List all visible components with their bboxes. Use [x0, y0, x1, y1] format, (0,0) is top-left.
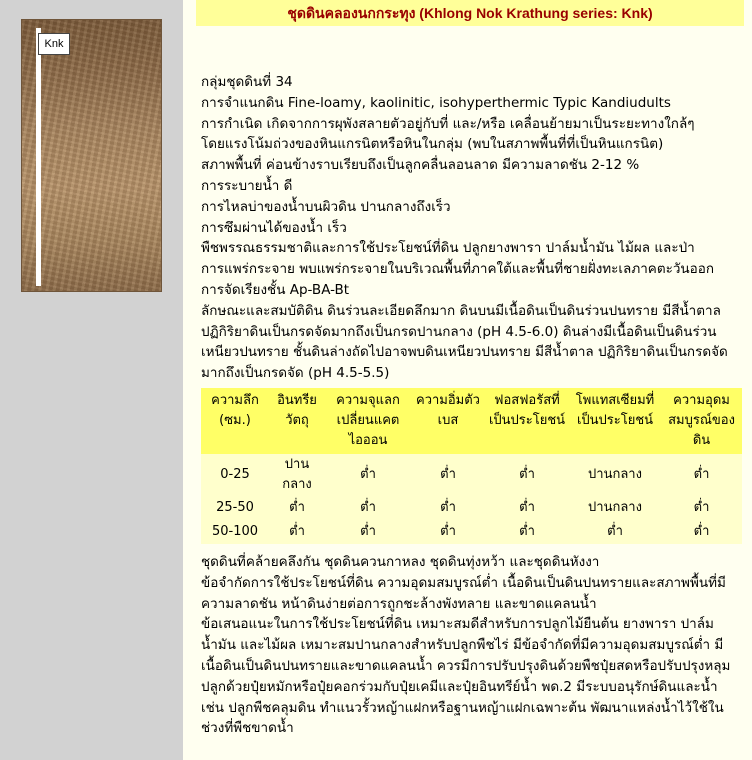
table-cell: ต่ำ	[411, 496, 485, 520]
table-cell: ต่ำ	[661, 520, 742, 544]
table-cell: ต่ำ	[411, 454, 485, 496]
horizon-line: การจัดเรียงชั้น Ap-BA-Bt	[201, 281, 350, 298]
soil-group-line: กลุ่มชุดดินที่ 34	[201, 74, 293, 90]
table-cell: ต่ำ	[485, 454, 569, 496]
header-phosphorus: ฟอสฟอรัสที่เป็นประโยชน์	[485, 388, 569, 454]
table-cell: 25-50	[201, 496, 269, 520]
topography-line: สภาพพื้นที่ ค่อนข้างราบเรียบถึงเป็นลูกคลื่นลอนลาด มีความลาดชัน 2-12 %	[201, 157, 640, 174]
header-cec: ความจุแลกเปลี่ยนแคตไอออน	[325, 388, 411, 454]
table-cell: ต่ำ	[325, 520, 411, 544]
table-cell: ต่ำ	[661, 496, 742, 520]
runoff-line: การไหลบ่าของน้ำบนผิวดิน ปานกลางถึงเร็ว	[201, 198, 451, 215]
table-cell: ต่ำ	[269, 496, 325, 520]
table-cell: 50-100	[201, 520, 269, 544]
fertility-table	[201, 388, 742, 544]
table-cell: ปานกลาง	[269, 454, 325, 496]
header-base-saturation: ความอิ่มตัวเบส	[411, 388, 485, 454]
table-cell: ต่ำ	[269, 520, 325, 544]
distribution-line: การแพร่กระจาย พบแพร่กระจายในบริเวณพื้นที่ภาคใต้และพื้นที่ชายฝั่งทะเลภาคตะวันออก	[201, 261, 715, 278]
table-cell: ต่ำ	[485, 496, 569, 520]
table-cell: ปานกลาง	[569, 454, 661, 496]
drainage-line: การระบายน้ำ ดี	[201, 177, 293, 194]
table-row	[201, 496, 742, 520]
classification-line: การจำแนกดิน Fine-loamy, kaolinitic, isohyperthermic Typic Kandiudults	[201, 94, 671, 111]
characteristics-paragraph: ลักษณะและสมบัติดิน ดินร่วนละเอียดลึกมาก ดินบนมีเนื้อดินเป็นดินร่วนปนทราย มีสีน้ำตาล ปฏิกิริยาดินเป็นกรดจัดมากถึงเป็นกรดปานกลาง (pH 4.5-6.0) ดินล่างมีเนื้อดินเป็นดินร่วนเหนียวปนทราย ชั้นดินล่างถัดไปอาจพบดินเหนียวปนทราย มีสีน้ำตาล ปฏิกิริยาดินเป็นกรดจัดมากถึงเป็นกรดจัด (pH 4.5-5.5)	[201, 302, 728, 382]
soil-description	[201, 72, 744, 739]
table-row	[201, 520, 742, 544]
vegetation-line: พืชพรรณธรรมชาติและการใช้ประโยชน์ที่ดิน ปลูกยางพารา ปาล์มน้ำมัน ไม้ผล และป่า	[201, 240, 695, 257]
left-sidebar	[0, 0, 183, 760]
measuring-tape	[36, 28, 41, 286]
table-cell: ต่ำ	[569, 520, 661, 544]
table-row	[201, 454, 742, 496]
permeability-line: การซึมผ่านได้ของน้ำ เร็ว	[201, 219, 347, 236]
table-cell: ต่ำ	[485, 520, 569, 544]
limitations-paragraph: ข้อจำกัดการใช้ประโยชน์ที่ดิน ความอุดมสมบูรณ์ต่ำ เนื้อดินเป็นดินปนทรายและสภาพพื้นที่มีความลาดชัน หน้าดินง่ายต่อการถูกชะล้างพังทลาย และขาดแคลนน้ำ	[201, 574, 726, 612]
table-cell: ต่ำ	[325, 454, 411, 496]
header-organic-matter: อินทรียวัตถุ	[269, 388, 325, 454]
page-title: ชุดดินคลองนกกระทุง (Khlong Nok Krathung series: Knk)	[196, 0, 744, 26]
table-cell: ต่ำ	[411, 520, 485, 544]
header-depth: ความลึก (ซม.)	[201, 388, 269, 454]
origin-line-2: โดยแรงโน้มถ่วงของหินแกรนิตหรือหินในกลุ่ม (พบในสภาพพื้นที่ที่เป็นหินแกรนิต)	[201, 136, 664, 153]
recommendations-paragraph: ข้อเสนอแนะในการใช้ประโยชน์ที่ดิน เหมาะสมดีสำหรับการปลูกไม้ยืนต้น ยางพารา ปาล์มน้ำมัน และไม้ผล เหมาะสมปานกลางสำหรับปลูกพืชไร่ มีข้อจำกัดที่มีความอุดมสมบูรณ์ต่ำ มีเนื้อดินเป็นดินปนทรายและขาดแคลนน้ำ ควรมีการปรับปรุงดินด้วยพืชปุ๋ยสดหรือปรับปรุงหลุมปลูกด้วยปุ๋ยหมักหรือปุ๋ยคอกร่วมกับปุ๋ยเคมีและปุ๋ยอินทรีย์น้ำ พด.2 มีระบบอนุรักษ์ดินและน้ำ เช่น ปลูกพืชคลุมดิน ทำแนวรั้วหญ้าแฝกหรือฐานหญ้าแฝกเฉพาะต้น พัฒนาแหล่งน้ำไว้ใช้ในช่วงที่พืชขาดน้ำ	[201, 616, 731, 737]
similar-series-line: ชุดดินที่คล้ายคลึงกัน ชุดดินควนกาหลง ชุดดินทุ่งหว้า และชุดดินหังงา	[201, 553, 600, 570]
header-fertility: ความอุดมสมบูรณ์ของดิน	[661, 388, 742, 454]
soil-series-label: Knk	[38, 33, 70, 55]
soil-profile-photo	[21, 19, 162, 292]
table-header-row	[201, 388, 742, 454]
table-cell: ต่ำ	[661, 454, 742, 496]
header-potassium: โพแทสเซียมที่เป็นประโยชน์	[569, 388, 661, 454]
table-cell: ปานกลาง	[569, 496, 661, 520]
origin-line: การกำเนิด เกิดจากการผุพังสลายตัวอยู่กับที่ และ/หรือ เคลื่อนย้ายมาเป็นระยะทางใกล้ๆ	[201, 115, 695, 132]
table-cell: 0-25	[201, 454, 269, 496]
table-cell: ต่ำ	[325, 496, 411, 520]
